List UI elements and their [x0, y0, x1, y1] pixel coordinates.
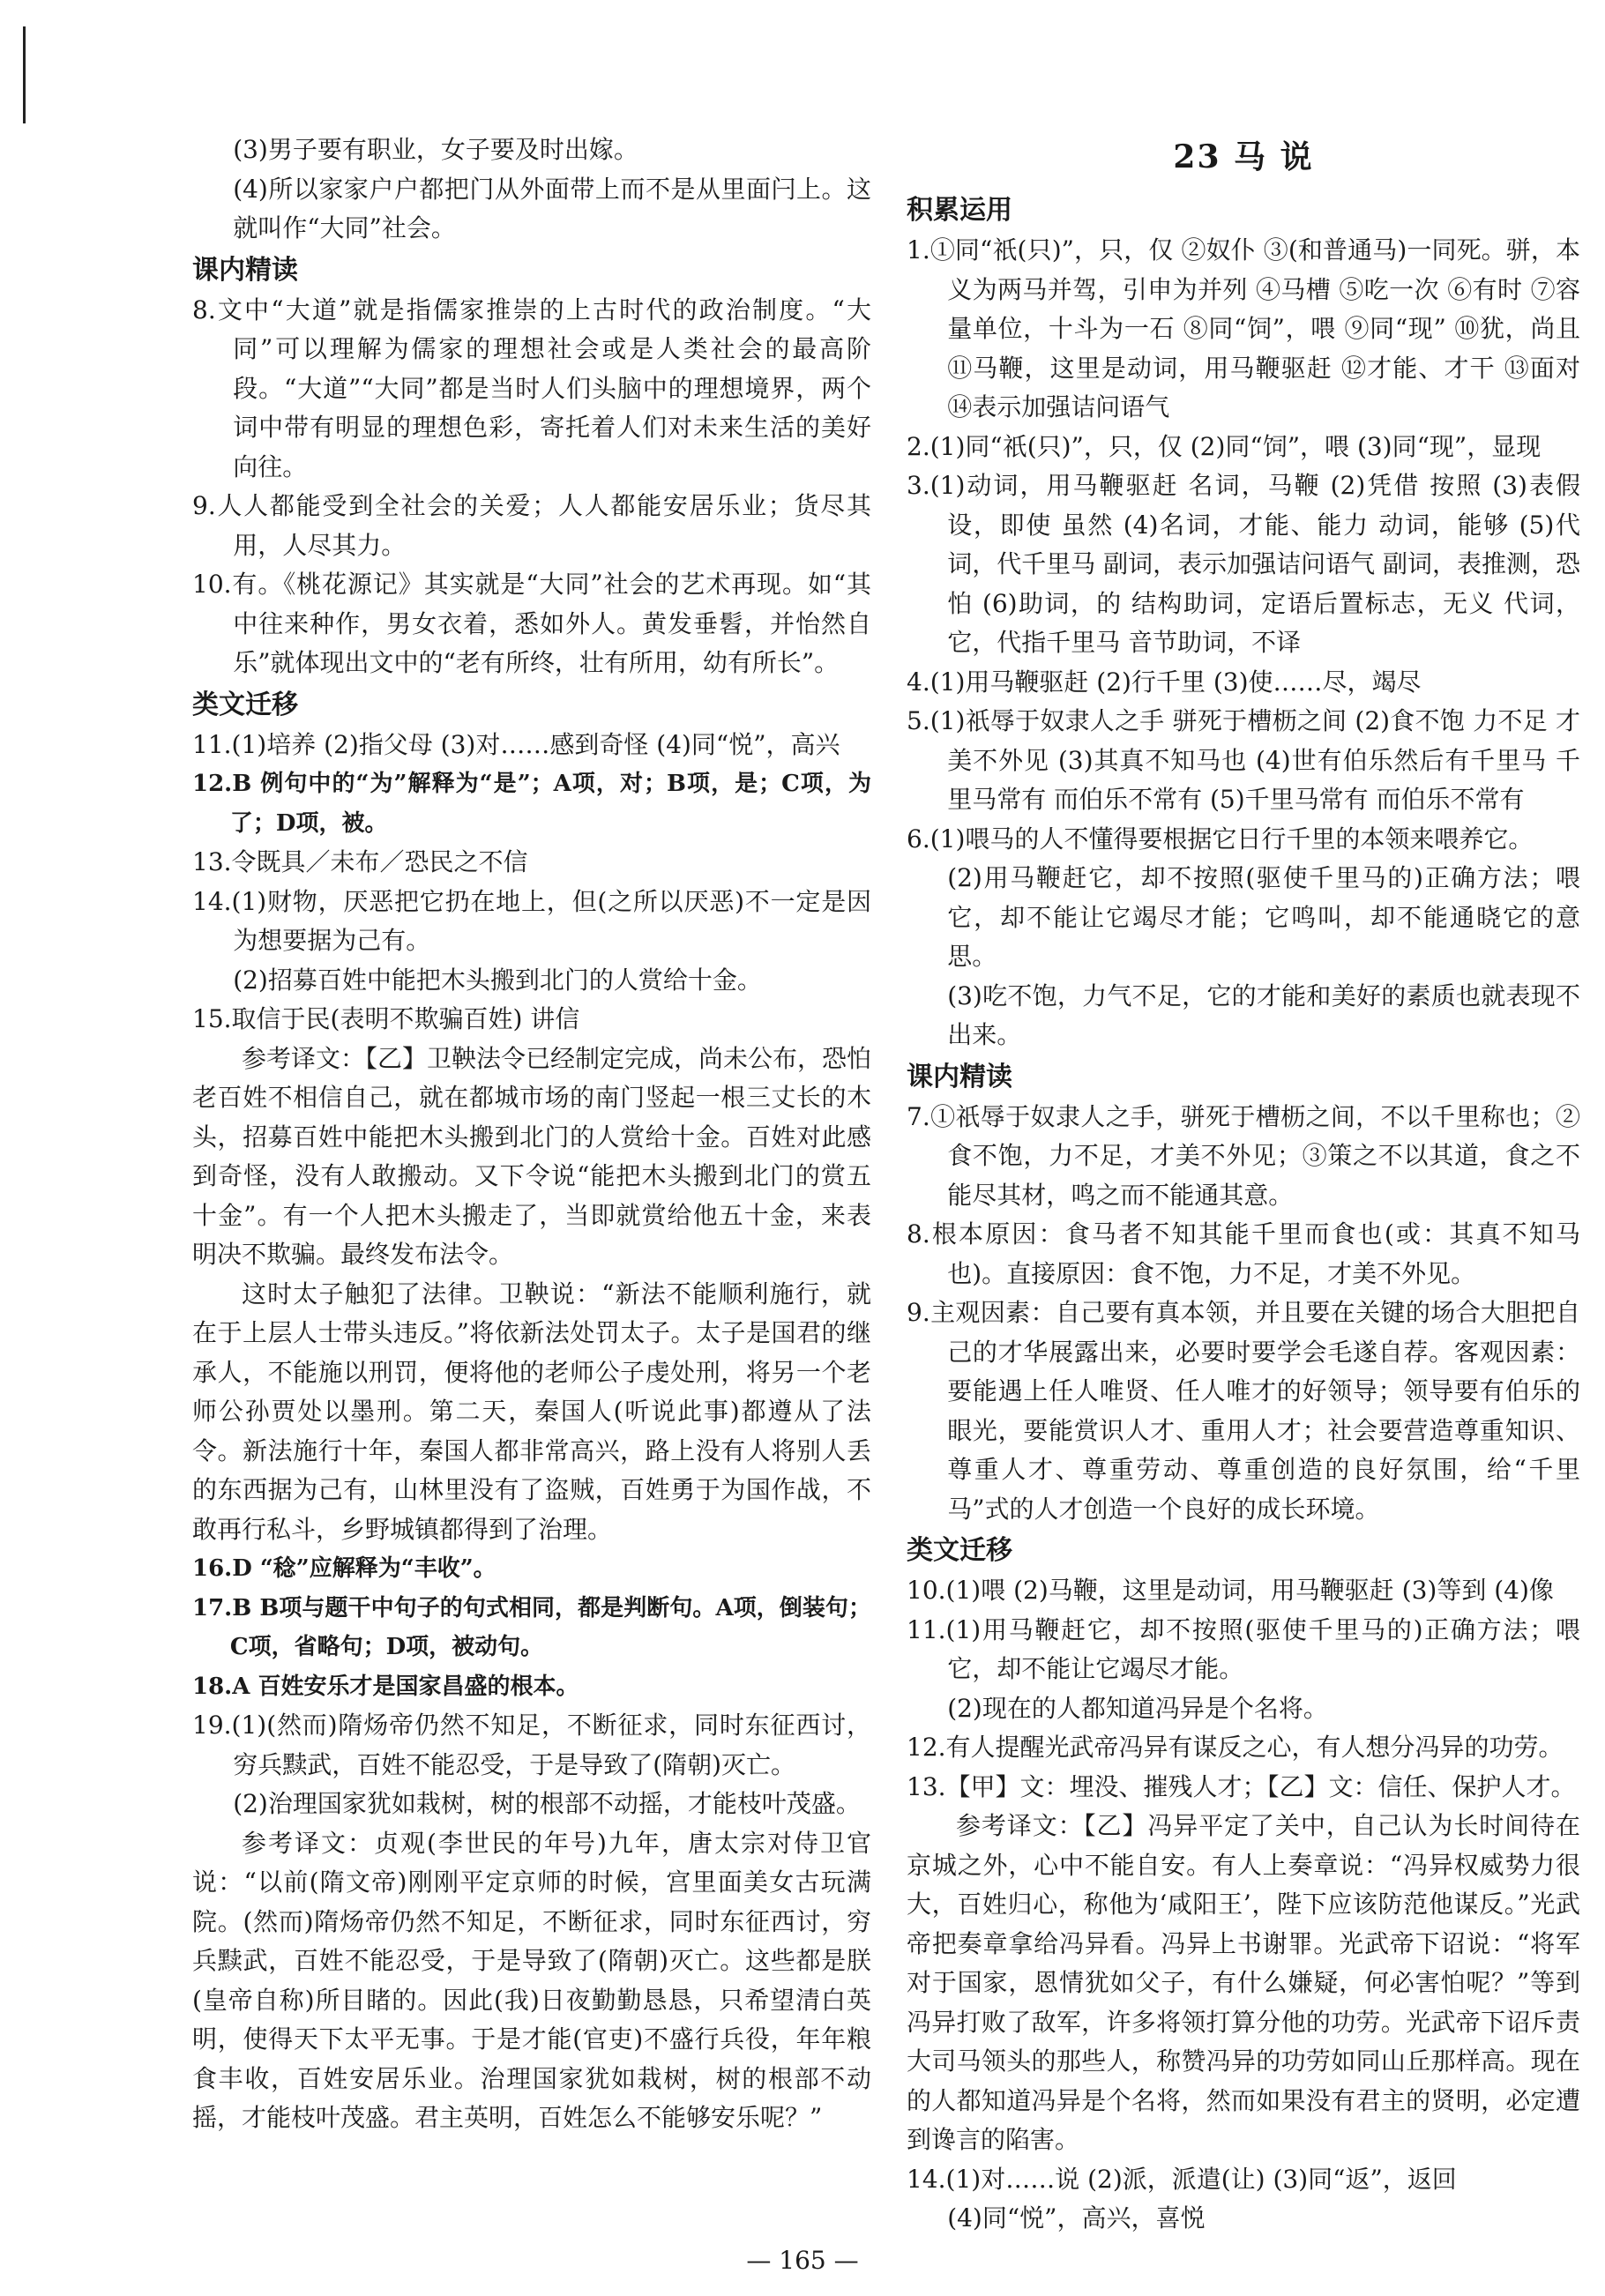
lesson-title: 23 马 说 — [1173, 138, 1314, 175]
answer-subitem: (2)招募百姓中能把木头搬到北门的人赏给十金。 — [233, 965, 762, 995]
section-heading: 类文迁移 — [907, 1535, 1012, 1566]
answer-subitem: (4)同“悦”，高兴，喜悦 — [947, 2203, 1206, 2233]
answer-item: 3.(1)动词，用马鞭驱赶 名词，马鞭 (2)凭借 按照 (3)表假设，即使 虽然 (4)名词，才能、能力 动词，能够 (5)代词，代千里马 副词，表示加强诘问语气 副词，表推测，恐怕 (6)助词，的 结构助词，定语后置标志，无义 代词，它，代指千里马 音节助词，不译 — [907, 471, 1580, 657]
answer-item: 10.(1)喂 (2)马鞭，这里是动词，用马鞭驱赶 (3)等到 (4)像 — [907, 1576, 1554, 1605]
right-column — [907, 130, 1580, 2239]
answer-item: 9.主观因素：自己要有真本领，并且要在关键的场合大胆把自己的才华展露出来，必要时要学会毛遂自荐。客观因素：要能遇上任人唯贤、任人唯才的好领导；领导要有伯乐的眼光，要能赏识人才、重用人才；社会要营造尊重知识、尊重人才、尊重劳动、尊重创造的良好氛围，给“千里马”式的人才创造一个良好的成长环境。 — [907, 1298, 1580, 1524]
answer-item: 8.文中“大道”就是指儒家推崇的上古时代的政治制度。“大同”可以理解为儒家的理想社会或是人类社会的最高阶段。“大道”“大同”都是当时人们头脑中的理想境界，两个词中带有明显的理想色彩，寄托着人们对未来生活的美好向往。 — [192, 294, 871, 481]
answer-item: 14.(1)对……说 (2)派，派遣(让) (3)同“返”，返回 — [907, 2164, 1457, 2194]
answer-item: 16.D “稔”应解释为“丰收”。 — [192, 1555, 496, 1582]
answer-item: 17.B B项与题干中句子的句式相同，都是判断句。A项，倒装句；C项，省略句；D项，被动句。 — [192, 1594, 871, 1660]
answer-subitem: (3)吃不饱，力气不足，它的才能和美好的素质也就表现不出来。 — [947, 980, 1580, 1049]
answer-subitem: (2)现在的人都知道冯异是个名将。 — [947, 1693, 1328, 1723]
answer-item: 13.令既具／未布／恐民之不信 — [192, 847, 528, 876]
page-number: — 165 — — [746, 2246, 859, 2275]
answer-item: 2.(1)同“祇(只)”，只，仅 (2)同“饲”，喂 (3)同“现”，显现 — [907, 431, 1542, 461]
answer-item: 12.B 例句中的“为”解释为“是”；A项，对；B项，是；C项，为了；D项，被。 — [192, 771, 871, 837]
left-column — [192, 130, 871, 2138]
answer-item: 1.①同“祇(只)”，只，仅 ②奴仆 ③(和普通马)一同死。骈，本义为两马并驾，引申为并列 ④马槽 ⑤吃一次 ⑥有时 ⑦容量单位，十斗为一石 ⑧同“饲”，喂 ⑨同“现” ⑩犹，尚且 ⑪马鞭，这里是动词，用马鞭驱赶 ⑫才能、才干 ⑬面对 ⑭表示加强诘问语气 — [907, 235, 1580, 421]
answer-item: 18.A 百姓安乐才是国家昌盛的根本。 — [192, 1673, 579, 1700]
answer-item: 9.人人都能受到全社会的关爱；人人都能安居乐业；货尽其用，人尽其力。 — [192, 491, 871, 560]
answer-subitem: (2)治理国家犹如栽树，树的根部不动摇，才能枝叶茂盛。 — [233, 1789, 861, 1818]
reference-translation: 这时太子触犯了法律。卫鞅说：“新法不能顺利施行，就在于上层人士带头违反。”将依新法处罚太子。太子是国君的继承人，不能施以刑罚，便将他的老师公子虔处刑，将另一个老师公孙贾处以墨刑。第二天，秦国人(听说此事)都遵从了法令。新法施行十年，秦国人都非常高兴，路上没有人将别人丢的东西据为己有，山林里没有了盗贼，百姓勇于为国作战，不敢再行私斗，乡野城镇都得到了治理。 — [192, 1278, 871, 1544]
reference-translation: 参考译文：【乙】卫鞅法令已经制定完成，尚未公布，恐怕老百姓不相信自己，就在都城市场的南门竖起一根三丈长的木头，招募百姓中能把木头搬到北门的人赏给十金。百姓对此感到奇怪，没有人敢搬动。又下令说“能把木头搬到北门的赏五十金”。有一个人把木头搬走了，当即就赏给他五十金，来表明决不欺骗。最终发布法令。 — [192, 1043, 872, 1269]
answer-item: 12.有人提醒光武帝冯异有谋反之心，有人想分冯异的功劳。 — [907, 1733, 1564, 1762]
section-heading: 类文迁移 — [192, 689, 298, 720]
answer-subitem: (2)用马鞭赶它，却不按照(驱使千里马的)正确方法；喂它，却不能让它竭尽才能；它鸣叫，却不能通晓它的意思。 — [947, 863, 1580, 971]
answer-item: 11.(1)培养 (2)指父母 (3)对……感到奇怪 (4)同“悦”，高兴 — [192, 729, 840, 759]
answer-item: 10.有。《桃花源记》其实就是“大同”社会的艺术再现。如“其中往来种作，男女衣着，悉如外人。黄发垂髫，并怡然自乐”就体现出文中的“老有所终，壮有所用，幼有所长”。 — [192, 570, 871, 677]
answer-item: 15.取信于民(表明不欺骗百姓) 讲信 — [192, 1004, 580, 1033]
reference-translation: 参考译文：【乙】冯异平定了关中，自己认为长时间待在京城之外，心中不能自安。有人上奏章说：“冯异权威势力很大，百姓归心，称他为‘咸阳王’，陛下应该防范他谋反。”光武帝把奏章拿给冯异看。冯异上书谢罪。光武帝下诏说：“将军对于国家，恩情犹如父子，有什么嫌疑，何必害怕呢？”等到冯异打败了敌军，许多将领打算分他的功劳。光武帝下诏斥责大司马领头的那些人，称赞冯异的功劳如同山丘那样高。现在的人都知道冯异是个名将，然而如果没有君主的贤明，必定遭到谗言的陷害。 — [907, 1811, 1580, 2154]
answer-item: 6.(1)喂马的人不懂得要根据它日行千里的本领来喂养它。 — [907, 824, 1534, 854]
answer-line: (4)所以家家户户都把门从外面带上而不是从里面闩上。这就叫作“大同”社会。 — [233, 174, 871, 242]
section-heading: 课内精读 — [907, 1061, 1012, 1092]
answer-item: 8.根本原因：食马者不知其能千里而食也(或：其真不知马也)。直接原因：食不饱，力不足，才美不外见。 — [907, 1219, 1580, 1288]
answer-item: 14.(1)财物，厌恶把它扔在地上，但(之所以厌恶)不一定是因为想要据为己有。 — [192, 886, 871, 955]
page-edge-line — [23, 26, 26, 123]
answer-item: 19.(1)(然而)隋炀帝仍然不知足，不断征求，同时东征西讨，穷兵黩武，百姓不能忍受，于是导致了(隋朝)灭亡。 — [192, 1711, 871, 1779]
reference-translation: 参考译文：贞观(李世民的年号)九年，唐太宗对侍卫官说：“以前(隋文帝)刚刚平定京师的时候，宫里面美女古玩满院。(然而)隋炀帝仍然不知足，不断征求，同时东征西讨，穷兵黩武，百姓不能忍受，于是导致了(隋朝)灭亡。这些都是朕(皇帝自称)所目睹的。因此(我)日夜勤勤恳恳，只希望清白英明，使得天下太平无事。于是才能(官吏)不盛行兵役，年年粮食丰收，百姓安居乐业。治理国家犹如栽树，树的根部不动摇，才能枝叶茂盛。君主英明，百姓怎么不能够安乐呢？” — [192, 1828, 871, 2132]
answer-item: 5.(1)祇辱于奴隶人之手 骈死于槽枥之间 (2)食不饱 力不足 才美不外见 (3)其真不知马也 (4)世有伯乐然后有千里马 千里马常有 而伯乐不常有 (5)千里马常有 而伯乐不常有 — [907, 706, 1580, 814]
answer-item: 4.(1)用马鞭驱赶 (2)行千里 (3)使……尽，竭尽 — [907, 667, 1422, 697]
section-heading: 积累运用 — [907, 195, 1012, 226]
answer-item: 13.【甲】文：埋没、摧残人才；【乙】文：信任、保护人才。 — [907, 1771, 1576, 1801]
answer-item: 11.(1)用马鞭赶它，却不按照(驱使千里马的)正确方法；喂它，却不能让它竭尽才能。 — [907, 1614, 1580, 1683]
answer-item: 7.①祇辱于奴隶人之手，骈死于槽枥之间，不以千里称也；②食不饱，力不足，才美不外见；③策之不以其道，食之不能尽其材，鸣之而不能通其意。 — [907, 1101, 1580, 1210]
section-heading: 课内精读 — [192, 254, 298, 286]
answer-line: (3)男子要有职业，女子要及时出嫁。 — [233, 135, 638, 164]
